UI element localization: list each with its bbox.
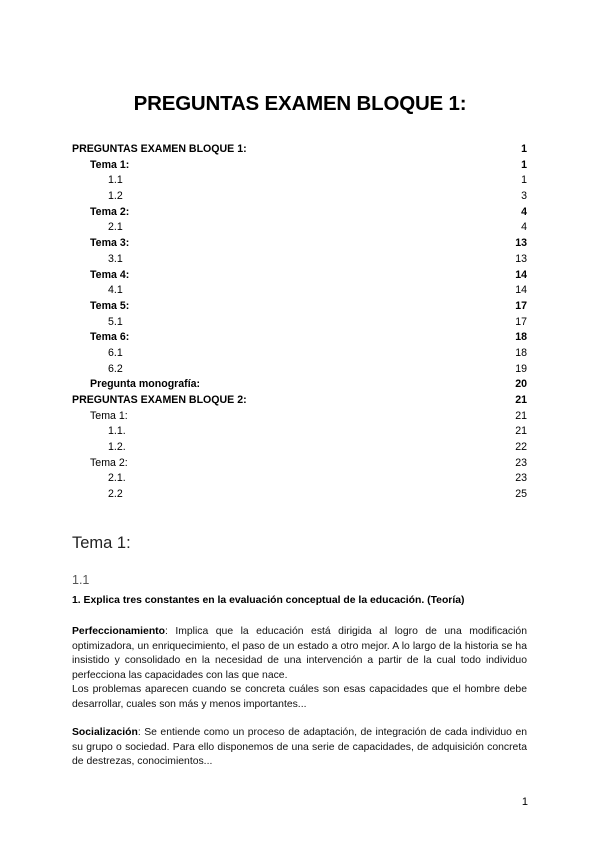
toc-entry-page: 21 <box>515 394 527 406</box>
toc-entry-page: 21 <box>515 425 527 438</box>
toc-entry-page: 17 <box>515 315 527 328</box>
toc-entry-label: 2.1 <box>108 221 123 234</box>
toc-entry[interactable] <box>72 362 527 378</box>
toc-entry-label: 1.2 <box>108 190 123 203</box>
toc-entry-label: 1.2. <box>108 441 126 454</box>
toc-entry-label: Tema 2: <box>90 456 128 469</box>
toc-entry[interactable] <box>72 377 527 393</box>
toc-entry-page: 17 <box>515 299 527 312</box>
toc-entry[interactable] <box>72 158 527 174</box>
toc-entry-page: 23 <box>515 456 527 469</box>
document-title: PREGUNTAS EXAMEN BLOQUE 1: <box>133 92 467 115</box>
page-number: 1 <box>521 796 528 808</box>
toc-entry-label: PREGUNTAS EXAMEN BLOQUE 1: <box>72 143 247 155</box>
toc-entry-label: 1.1. <box>108 425 126 438</box>
toc-entry[interactable] <box>72 283 527 299</box>
toc-entry[interactable] <box>72 409 527 425</box>
toc-entry[interactable] <box>72 440 527 456</box>
toc-entry-page: 3 <box>521 190 527 203</box>
toc-entry-page: 1 <box>521 143 527 155</box>
toc-entry[interactable] <box>72 236 527 252</box>
paragraph-problemas: Los problemas aparecen cuando se concreta cuáles son esas capacidades que el hombre debe desarrollar, cuales son más y menos importantes... <box>72 684 527 710</box>
paragraph-perfeccionamiento <box>72 625 527 713</box>
toc-entry-page: 18 <box>515 331 527 344</box>
toc-entry[interactable] <box>72 252 527 268</box>
toc-entry-label: 6.1 <box>108 346 123 359</box>
term-socializacion: Socialización <box>72 727 138 738</box>
toc-entry-label: PREGUNTAS EXAMEN BLOQUE 2: <box>72 394 247 406</box>
toc-entry[interactable] <box>72 487 527 503</box>
toc-entry-page: 23 <box>515 472 527 485</box>
toc-entry[interactable] <box>72 173 527 189</box>
toc-entry[interactable] <box>72 205 527 221</box>
paragraph-socializacion <box>72 726 527 770</box>
toc-entry-label: 5.1 <box>108 315 123 328</box>
toc-entry-label: 2.2 <box>108 488 123 501</box>
toc-entry[interactable] <box>72 346 527 362</box>
toc-entry[interactable] <box>72 268 527 284</box>
toc-entry-page: 4 <box>521 205 527 218</box>
definition-socializacion: : Se entiende como un proceso de adaptación, de integración de cada individuo en su grupo o sociedad. Para ello disponemos de una serie de capacidades, de adquisición concreta de destrezas, conocimientos... <box>72 727 527 768</box>
toc-entry-page: 18 <box>515 346 527 359</box>
toc-entry-page: 14 <box>515 268 527 281</box>
toc-entry-label: Tema 5: <box>90 299 130 312</box>
toc-entry[interactable] <box>72 189 527 205</box>
toc-entry[interactable] <box>72 315 527 331</box>
toc-entry-page: 22 <box>515 441 527 454</box>
toc-entry-label: 4.1 <box>108 284 123 297</box>
toc-entry-label: Pregunta monografía: <box>90 378 201 391</box>
toc-entry-page: 4 <box>521 221 527 234</box>
toc-entry-label: Tema 1: <box>90 158 130 171</box>
toc-entry-label: 6.2 <box>108 362 123 375</box>
toc-entry[interactable] <box>72 424 527 440</box>
toc-entry-label: Tema 4: <box>90 268 130 281</box>
toc-entry-label: Tema 6: <box>90 331 130 344</box>
toc-entry[interactable] <box>72 393 527 409</box>
toc-entry-label: 2.1. <box>108 472 126 485</box>
section-heading: Tema 1: <box>72 534 131 552</box>
question-text: 1. Explica tres constantes en la evaluación conceptual de la educación. (Teoría) <box>72 595 465 606</box>
subsection-heading: 1.1 <box>72 573 90 587</box>
toc-entry-label: Tema 2: <box>90 205 130 218</box>
toc-entry[interactable] <box>72 299 527 315</box>
toc-entry-page: 13 <box>515 237 527 250</box>
toc-entry[interactable] <box>72 456 527 472</box>
toc-entry-page: 13 <box>515 252 527 265</box>
toc-entry-label: Tema 3: <box>90 237 130 250</box>
toc-entry-page: 25 <box>515 488 527 501</box>
toc-entry-label: Tema 1: <box>90 409 128 422</box>
toc-entry-page: 1 <box>521 174 527 187</box>
toc-entry-page: 21 <box>515 409 527 422</box>
toc-entry-page: 14 <box>515 284 527 297</box>
toc-entry[interactable] <box>72 330 527 346</box>
toc-entry[interactable] <box>72 471 527 487</box>
toc-entry-page: 19 <box>515 362 527 375</box>
toc-entry-page: 1 <box>521 158 527 171</box>
term-perfeccionamiento: Perfeccionamiento <box>72 626 165 637</box>
definition-perfeccionamiento: : Implica que la educación está dirigida al logro de una modificación optimizadora, un enriquecimiento, el paso de un estado a otro mejor. A lo largo de la historia se ha insistido y consolidado en la necesidad de una intervención a partir de la cual todo individuo perfecciona las capacidades con las que nace. <box>72 626 527 681</box>
toc-entry-label: 1.1 <box>108 174 123 187</box>
table-of-contents <box>72 142 527 503</box>
toc-entry[interactable] <box>72 220 527 236</box>
toc-entry[interactable] <box>72 142 527 158</box>
toc-entry-label: 3.1 <box>108 252 123 265</box>
toc-entry-page: 20 <box>515 378 527 391</box>
